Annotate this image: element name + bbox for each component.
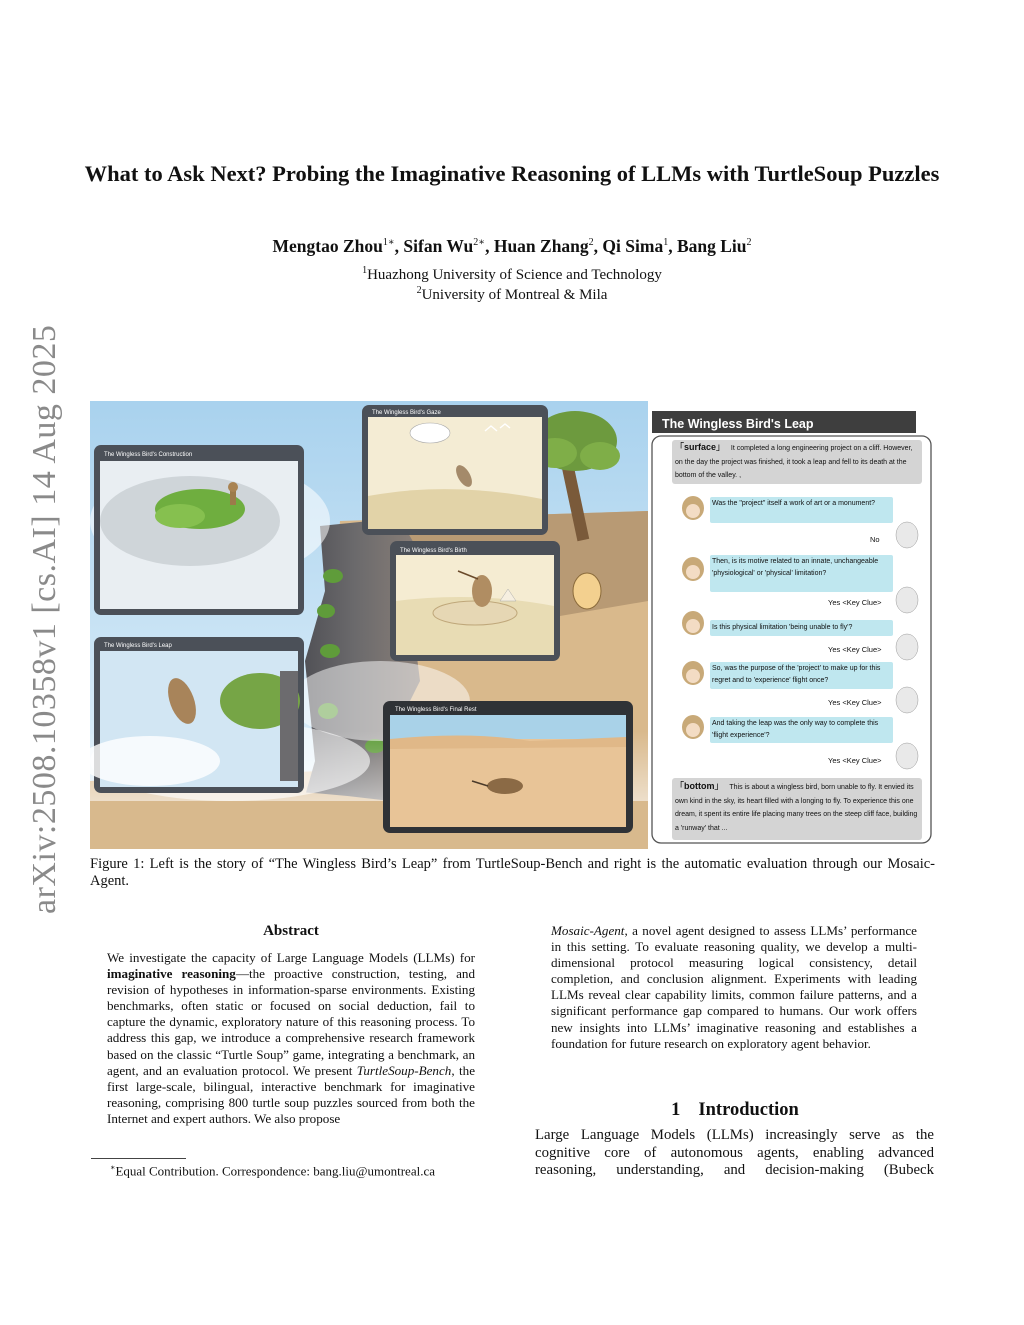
- mosaic-agent-chat: [652, 411, 931, 843]
- author: Sifan $Wu^{2∗}$: [403, 236, 486, 256]
- question-bubble: Was the "project" itself a work of art or a monument?: [712, 500, 876, 507]
- panel-final-rest: [383, 701, 633, 833]
- section-heading: 1 Introduction: [671, 1100, 799, 1120]
- abstract-paragraph: We investigate the capacity of Large Language Models (LLMs) for imaginative reasoning—the proactive construction, testing, and revision of hypotheses in information-sparse environments. Existing benchmarks, often static or focused on social deduction, fail to capture the dynamic, exploratory nature of this reasoning process. To address this gap, we introduce a comprehensive research framework based on the classic “Turtle Soup” game, integrating a benchmark, an agent, and an evaluation protocol. We present TurtleSoup-Bench, the first large-scale, bilingual, interactive benchmark for imaginative reasoning, comprising 800 turtle soup puzzles sourced from both the Internet and expert authors. We also propose: [107, 950, 476, 1126]
- paper-title: What to Ask Next? Probing the Imaginative Reasoning of LLMs with TurtleSoup Puzzles: [84, 161, 940, 186]
- chat-title: The Wingless Bird's Leap: [662, 417, 814, 431]
- arxiv-identifier: arXiv:2508.10358v1 [cs.AI] 14 Aug 2025: [26, 324, 63, 914]
- panel-birth-title: The Wingless Bird's Birth: [400, 548, 467, 554]
- panel-construction-title: The Wingless Bird's Construction: [104, 452, 193, 458]
- bottom-box: 「bottom」 This is about a wingless bird, born unable to fly. It envied its own kind in the sky, its heart filled with a longing to fly. To experience this one dream, it spent its entire life placing many trees on the steep cliff face, building a 'runway' that ...: [675, 781, 918, 832]
- panel-leap: [90, 637, 304, 793]
- affiliation: $^2$University of Montreal & Mila: [416, 285, 608, 303]
- question-bubble: Is this physical limitation 'being unable to fly'?: [712, 624, 853, 631]
- answer-bubble: Yes <Key Clue>: [828, 756, 882, 765]
- author: Qi Sima$^1$: [602, 236, 669, 256]
- question-bubble: Then, is its motive related to an innate, unchangeable 'physiological' or 'physical' limitation?: [712, 558, 879, 577]
- answer-bubble: Yes <Key Clue>: [828, 698, 882, 707]
- affiliation: $^1$Huazhong University of Science and Technology: [362, 265, 662, 283]
- footnote-rule: [91, 1158, 186, 1159]
- answer-bubble: No: [870, 535, 880, 544]
- answer-bubble: Yes <Key Clue>: [828, 598, 882, 607]
- abstract-heading: Abstract: [263, 923, 319, 939]
- panel-final-rest-title: The Wingless Bird's Final Rest: [395, 707, 477, 713]
- panel-gaze: [362, 405, 548, 535]
- panel-leap-title: The Wingless Bird's Leap: [104, 643, 172, 649]
- figure-caption: Figure 1: Left is the story of “The Wingless Bird’s Leap” from TurtleSoup-Bench and right is the automatic evaluation through our Mosaic-Agent.: [90, 856, 935, 889]
- panel-birth: [390, 541, 560, 661]
- panel-gaze-title: The Wingless Bird's Gaze: [372, 410, 441, 416]
- panel-construction: [94, 445, 304, 615]
- surface-box: 「surface」 It completed a long engineering project on a cliff. However, on the day the project was finished, it took a leap and fell to its death at the bottom of the valley. ,: [675, 442, 913, 479]
- figure-1: [90, 401, 933, 849]
- abstract-paragraph: Mosaic-Agent, a novel agent designed to assess LLMs’ performance in this setting. To evaluate reasoning quality, we develop a multi-dimensional protocol measuring logical consistency, detail completion, and conclusion alignment. Experiments with leading LLMs reveal clear capability limits, common failure patterns, and a significant performance gap compared to humans. Our work offers new insights into LLMs’ imaginative reasoning and establishes a foundation for future research on exploratory agent behavior.: [551, 923, 917, 1051]
- author: Huan Zhang$^2$: [493, 236, 594, 256]
- author: Mengtao Zhou$^{1∗}$: [272, 236, 395, 256]
- footnote: ∗Equal Contribution. Correspondence: bang.liu@umontreal.ca: [110, 1163, 435, 1179]
- answer-bubble: Yes <Key Clue>: [828, 645, 882, 654]
- question-bubble: And taking the leap was the only way to complete this 'flight experience'?: [712, 720, 879, 739]
- author: Bang Liu$^2$: [676, 236, 752, 256]
- author-list: Mengtao Zhou$^{1∗}$, Sifan $Wu^{2∗}$, Huan Zhang$^2$, Qi Sima$^1$, Bang Liu$^2$: [272, 236, 752, 256]
- introduction-paragraph: Large Language Models (LLMs) increasingly serve as the cognitive core of autonomous agents, enabling advanced reasoning, understanding, and decision-making (Bubeck: [535, 1127, 934, 1179]
- question-bubble: So, was the purpose of the 'project' to make up for this regret and to 'experience' flight once?: [712, 665, 881, 684]
- story-illustration: [90, 401, 648, 849]
